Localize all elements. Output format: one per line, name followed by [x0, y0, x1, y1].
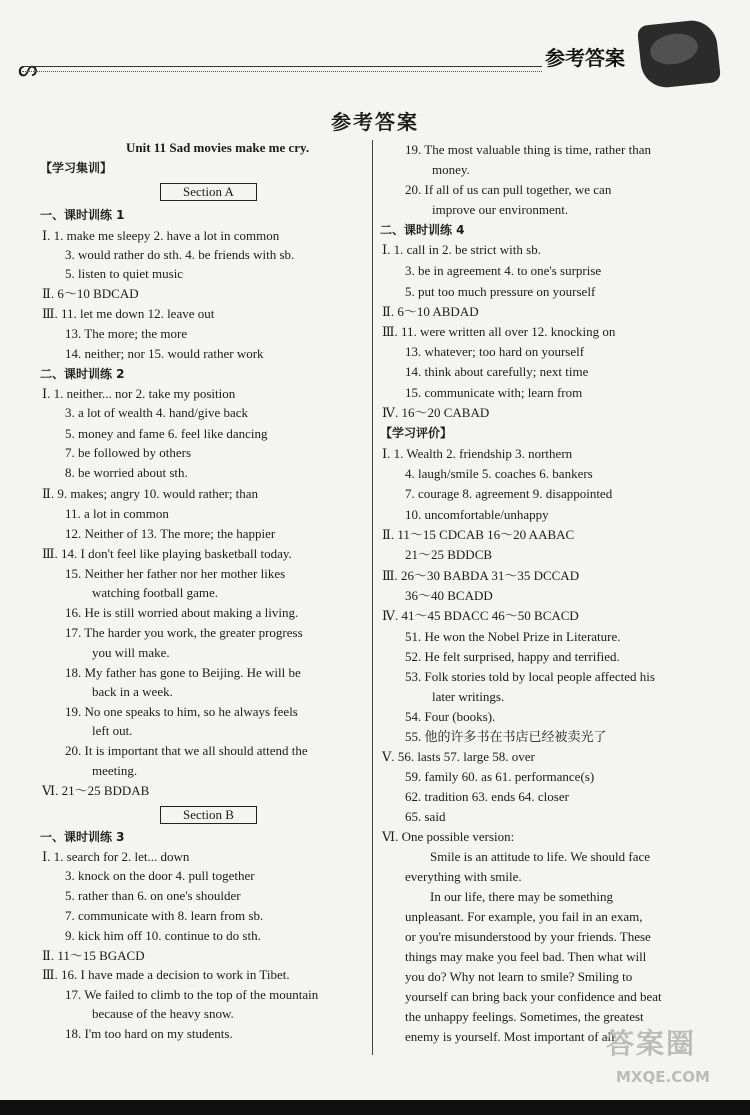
answer-line: 62. tradition 63. ends 64. closer [405, 789, 569, 804]
answer-line: Ⅱ. 9. makes; angry 10. would rather; than [42, 486, 259, 501]
header-dotted-rule [22, 71, 542, 72]
answer-line: 59. family 60. as 61. performance(s) [405, 769, 595, 784]
answer-line: Ⅰ. 1. neither... nor 2. take my position [42, 386, 236, 401]
answer-line: you will make. [92, 645, 170, 660]
answer-line: 3. be in agreement 4. to one's surprise [405, 263, 602, 278]
answer-line: enemy is yourself. Most important of all, [405, 1029, 619, 1044]
page-title: 参考答案 [331, 110, 419, 134]
ornament-swirl-icon: ᔕ [18, 56, 38, 81]
answer-line: 11. a lot in common [65, 506, 169, 521]
answer-line: back in a week. [92, 684, 173, 699]
answer-line: 5. rather than 6. on one's shoulder [65, 888, 241, 903]
watermark-logo: 答案圈 [606, 1027, 697, 1060]
answer-line: 19. The most valuable thing is time, rather than [405, 142, 651, 157]
answer-line: 18. I'm too hard on my students. [65, 1026, 233, 1041]
answer-line: Ⅱ. 6～10 BDCAD [42, 286, 139, 301]
answer-line: things may make you feel bad. Then what will [405, 949, 647, 964]
answer-line: 15. communicate with; learn from [405, 385, 583, 400]
answer-line: 12. Neither of 13. The more; the happier [65, 526, 276, 541]
answer-line: 4. laugh/smile 5. coaches 6. bankers [405, 466, 593, 481]
answer-line: Ⅲ. 14. I don't feel like playing basketball today. [42, 546, 292, 561]
answer-line: Ⅲ. 11. were written all over 12. knocking on [382, 324, 616, 339]
answer-line: Ⅳ. 16～20 CABAD [382, 405, 490, 420]
header-rule [22, 66, 542, 67]
answer-line: 13. The more; the more [65, 326, 188, 341]
answer-line: 21～25 BDDCB [405, 547, 493, 562]
section-label-box: Section A [160, 183, 257, 201]
section-heading: 二、课时训练 4 [380, 223, 465, 237]
answer-line: 9. kick him off 10. continue to do sth. [65, 928, 261, 943]
answer-line: 16. He is still worried about making a living. [65, 605, 299, 620]
answer-line: 7. courage 8. agreement 9. disappointed [405, 486, 613, 501]
answer-line: 13. whatever; too hard on yourself [405, 344, 585, 359]
answer-line: 8. be worried about sth. [65, 465, 188, 480]
answer-line: 5. listen to quiet music [65, 266, 184, 281]
answer-line: watching football game. [92, 585, 218, 600]
answer-line: 54. Four (books). [405, 709, 496, 724]
answer-line: meeting. [92, 763, 138, 778]
answer-line: you do? Why not learn to smile? Smiling to [405, 969, 633, 984]
answer-line: Ⅱ. 11～15 BGACD [42, 948, 145, 963]
answer-line: 5. money and fame 6. feel like dancing [65, 426, 268, 441]
section-heading: 一、课时训练 3 [40, 830, 125, 844]
answer-line: Ⅵ. 21～25 BDDAB [42, 783, 150, 798]
answer-line: 3. knock on the door 4. pull together [65, 868, 255, 883]
section-heading: 二、课时训练 2 [40, 367, 125, 381]
answer-line: because of the heavy snow. [92, 1006, 234, 1021]
answer-line: Ⅲ. 16. I have made a decision to work in Tibet. [42, 967, 290, 982]
answer-line: 3. a lot of wealth 4. hand/give back [65, 405, 249, 420]
answer-line: 20. If all of us can pull together, we can [405, 182, 612, 197]
answer-line: 19. No one speaks to him, so he always feels [65, 704, 298, 719]
answer-line: Smile is an attitude to life. We should face [430, 849, 651, 864]
answer-line: 17. The harder you work, the greater progress [65, 625, 303, 640]
answer-line: Ⅴ. 56. lasts 57. large 58. over [382, 749, 535, 764]
answer-line: 53. Folk stories told by local people affected his [405, 669, 655, 684]
answer-line: money. [432, 162, 470, 177]
section-heading: 【学习集训】 [40, 161, 113, 175]
answer-line: 20. It is important that we all should attend the [65, 743, 308, 758]
page-header [0, 0, 750, 92]
answer-line: In our life, there may be something [430, 889, 614, 904]
answer-line: unpleasant. For example, you fail in an exam, [405, 909, 643, 924]
answer-line: 14. think about carefully; next time [405, 364, 589, 379]
answer-line: Ⅰ. 1. Wealth 2. friendship 3. northern [382, 446, 573, 461]
answer-line: 65. said [405, 809, 446, 824]
section-label-box: Section B [160, 806, 257, 824]
answer-line: Ⅱ. 11～15 CDCAB 16～20 AABAC [382, 527, 575, 542]
answer-line: 14. neither; nor 15. would rather work [65, 346, 264, 361]
answer-line: 7. communicate with 8. learn from sb. [65, 908, 264, 923]
answer-line: everything with smile. [405, 869, 522, 884]
answer-line: Ⅲ. 11. let me down 12. leave out [42, 306, 215, 321]
unit-title: Unit 11 Sad movies make me cry. [126, 140, 310, 155]
answer-line: 18. My father has gone to Beijing. He will be [65, 665, 301, 680]
answer-line: 5. put too much pressure on yourself [405, 284, 596, 299]
answer-line: later writings. [432, 689, 505, 704]
answer-line: Ⅰ. 1. call in 2. be strict with sb. [382, 242, 541, 257]
answer-line: or you're misunderstood by your friends. These [405, 929, 651, 944]
answer-line: improve our environment. [432, 202, 569, 217]
answer-line: 10. uncomfortable/unhappy [405, 507, 549, 522]
answer-line: yourself can bring back your confidence and beat [405, 989, 662, 1004]
answer-line: Ⅵ. One possible version: [382, 829, 515, 844]
column-divider [372, 140, 373, 1055]
answer-line: the unhappy feelings. Sometimes, the greatest [405, 1009, 644, 1024]
section-heading: 一、课时训练 1 [40, 208, 125, 222]
answer-line: Ⅰ. 1. make me sleepy 2. have a lot in common [42, 228, 280, 243]
answer-line: 51. He won the Nobel Prize in Literature. [405, 629, 621, 644]
watermark-url: MXQE.COM [616, 1068, 710, 1086]
header-title: 参考答案 [545, 46, 625, 70]
answer-line: Ⅲ. 26～30 BABDA 31～35 DCCAD [382, 568, 580, 583]
answer-line: 7. be followed by others [65, 445, 192, 460]
answer-line: 3. would rather do sth. 4. be friends with sb. [65, 247, 295, 262]
bottom-edge-bar [0, 1100, 750, 1115]
answer-line: 55. 他的许多书在书店已经被卖光了 [405, 729, 607, 744]
answer-line: left out. [92, 723, 133, 738]
answer-line: 36～40 BCADD [405, 588, 493, 603]
answer-line: 17. We failed to climb to the top of the mountain [65, 987, 319, 1002]
answer-line: Ⅳ. 41～45 BDACC 46～50 BCACD [382, 608, 579, 623]
answer-line: 52. He felt surprised, happy and terrified. [405, 649, 620, 664]
answer-line: Ⅱ. 6～10 ABDAD [382, 304, 479, 319]
section-heading: 【学习评价】 [380, 426, 453, 440]
answer-line: Ⅰ. 1. search for 2. let... down [42, 849, 190, 864]
answer-line: 15. Neither her father nor her mother likes [65, 566, 286, 581]
